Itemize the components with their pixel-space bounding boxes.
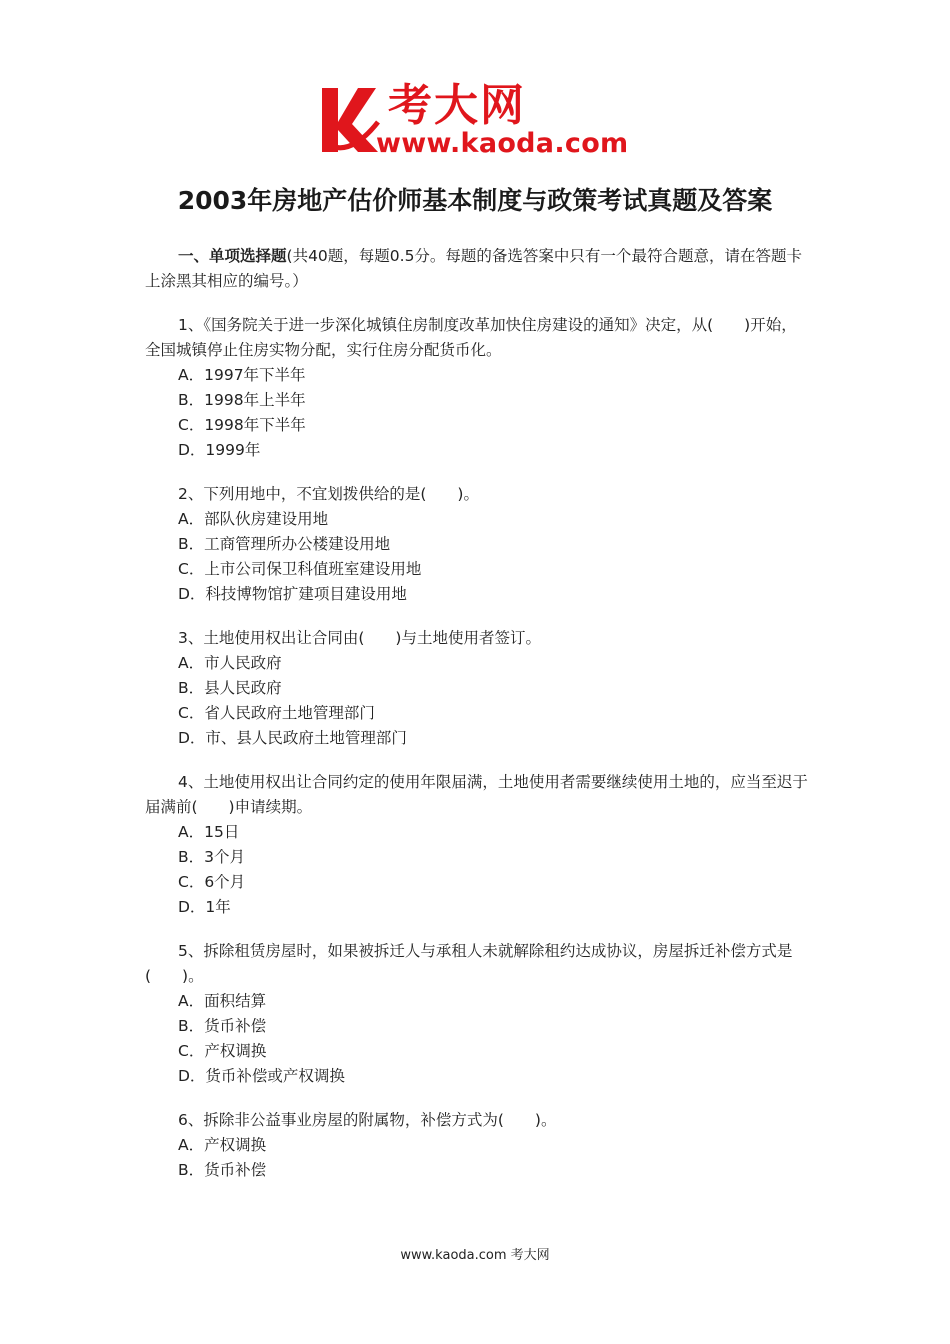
option-a: A．1997年下半年: [178, 366, 306, 384]
question-stem: 1、《国务院关于进一步深化城镇住房制度改革加快住房建设的通知》决定，从( )开始，全国城镇停止住房实物分配，实行住房分配货币化。: [145, 316, 797, 359]
question-4: [145, 770, 810, 920]
logo-url-text: www.kaoda.com: [376, 128, 629, 159]
question-stem: 2、下列用地中，不宜划拨供给的是( )。: [178, 485, 479, 503]
question-stem: 3、土地使用权出让合同由( )与土地使用者签订。: [178, 629, 541, 647]
question-1: [145, 313, 810, 463]
question-2: [145, 482, 810, 607]
option-d: D．1年: [178, 898, 231, 916]
k-logo-icon: [318, 82, 380, 156]
option-d: D．货币补偿或产权调换: [178, 1067, 345, 1085]
question-5: [145, 939, 810, 1089]
option-b: B．工商管理所办公楼建设用地: [178, 535, 391, 553]
question-stem: 6、拆除非公益事业房屋的附属物，补偿方式为( )。: [178, 1111, 557, 1129]
option-a: A．15日: [178, 823, 240, 841]
kaoda-logo: [318, 80, 638, 160]
option-c: C．省人民政府土地管理部门: [178, 704, 375, 722]
logo-chinese-text: 考大网: [388, 80, 526, 131]
option-d: D．1999年: [178, 441, 261, 459]
option-b: B．1998年上半年: [178, 391, 306, 409]
option-a: A．市人民政府: [178, 654, 282, 672]
option-b: B．货币补偿: [178, 1017, 267, 1035]
option-c: C．6个月: [178, 873, 246, 891]
page-footer: www.kaoda.com 考大网: [400, 1248, 550, 1263]
option-c: C．产权调换: [178, 1042, 267, 1060]
section-instructions: (共40题，每题0.5分。每题的备选答案中只有一个最符合题意，请在答题卡上涂黑其相应的编号。）: [145, 247, 802, 290]
option-a: A．产权调换: [178, 1136, 267, 1154]
section-intro: [145, 244, 810, 294]
option-b: B．3个月: [178, 848, 245, 866]
option-a: A．面积结算: [178, 992, 267, 1010]
option-b: B．县人民政府: [178, 679, 282, 697]
option-b: B．货币补偿: [178, 1161, 267, 1179]
section-heading: 一、单项选择题: [178, 247, 287, 265]
question-6: [145, 1108, 810, 1183]
option-d: D．市、县人民政府土地管理部门: [178, 729, 407, 747]
document-body: [145, 244, 810, 1183]
question-3: [145, 626, 810, 751]
option-a: A．部队伙房建设用地: [178, 510, 329, 528]
option-d: D．科技博物馆扩建项目建设用地: [178, 585, 407, 603]
option-c: C．1998年下半年: [178, 416, 306, 434]
question-stem: 4、土地使用权出让合同约定的使用年限届满，土地使用者需要继续使用土地的，应当至迟于届满前( )申请续期。: [145, 773, 808, 816]
question-stem: 5、拆除租赁房屋时，如果被拆迁人与承租人未就解除租约达成协议，房屋拆迁补偿方式是( )。: [145, 942, 793, 985]
option-c: C．上市公司保卫科值班室建设用地: [178, 560, 422, 578]
page-title: 2003年房地产估价师基本制度与政策考试真题及答案: [177, 186, 773, 215]
